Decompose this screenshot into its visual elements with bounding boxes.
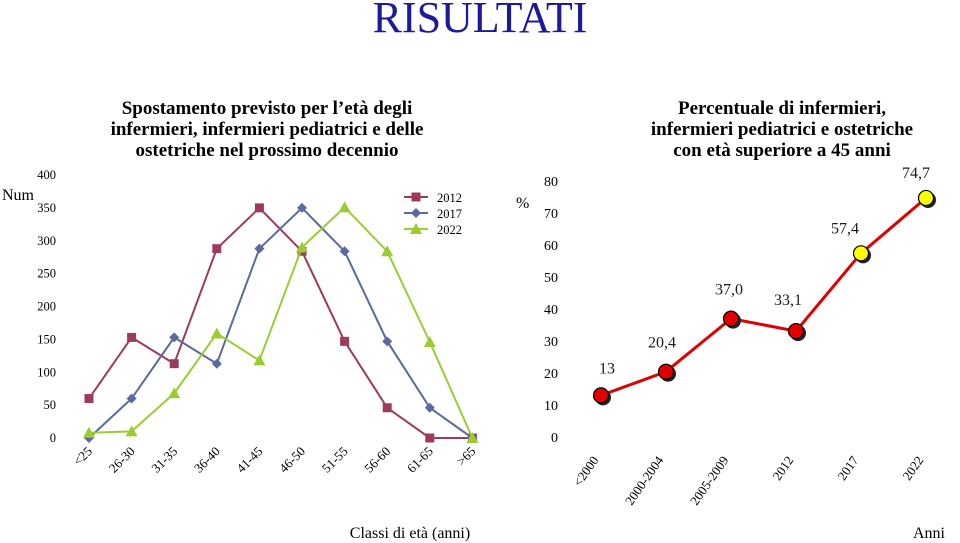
left-chart [2, 98, 479, 542]
data-point [789, 324, 804, 339]
right-x-category-label: 2022 [899, 453, 927, 484]
data-label: 33,1 [774, 292, 802, 310]
right-x-category-label: 2000-2004 [621, 453, 667, 508]
data-label: 37,0 [715, 281, 743, 299]
right-y-tick-label: 10 [544, 399, 558, 414]
series-line-2022 [89, 207, 472, 438]
data-point-2012 [255, 203, 264, 212]
data-point [854, 246, 869, 261]
percent-series-line [601, 198, 926, 395]
right-x-category-label: 2017 [834, 453, 862, 484]
right-x-category-label: 2005-2009 [686, 453, 732, 508]
data-point-2022 [253, 354, 265, 365]
data-point-2012 [127, 333, 136, 342]
data-point-2017 [382, 336, 392, 346]
right-y-tick-label: 60 [544, 239, 558, 254]
right-y-tick-label: 50 [544, 271, 558, 286]
series-2012 [85, 203, 477, 442]
left-y-tick-label: 0 [49, 431, 56, 445]
left-y-tick-label: 150 [37, 332, 56, 347]
left-y-tick-label: 100 [37, 365, 56, 380]
right-series [594, 165, 937, 405]
data-point-2012 [425, 434, 434, 443]
series-2022 [83, 201, 478, 443]
left-y-tick-label: 50 [43, 398, 56, 413]
left-x-category-label: <25 [70, 443, 96, 469]
left-x-category-label: 31-35 [148, 443, 181, 476]
series-line-2017 [89, 208, 472, 438]
right-x-categories [570, 453, 926, 508]
left-y-axis-label: Num [2, 187, 34, 204]
left-y-tick-label: 300 [37, 233, 56, 248]
left-x-category-label: 51-55 [318, 443, 351, 476]
left-y-tick-label: 350 [37, 200, 56, 215]
right-x-category-label: 2012 [769, 453, 797, 484]
data-label: 57,4 [831, 220, 859, 238]
right-y-tick-label: 70 [544, 207, 558, 222]
left-x-category-label: 46-50 [276, 443, 309, 476]
right-chart-title: Percentuale di infermieri, infermieri pediatrici e ostetriche con età superiore a 45 anni [650, 98, 914, 161]
data-point [594, 388, 609, 403]
left-chart-title: Spostamento previsto per l’età degli infermieri, infermieri pediatrici e delle ostetriche nel prossimo decennio [110, 98, 424, 161]
left-series [83, 201, 478, 443]
data-point-2012 [340, 337, 349, 346]
data-point [919, 190, 934, 205]
series-2017 [84, 203, 477, 443]
data-label: 20,4 [648, 334, 676, 352]
right-y-tick-label: 40 [544, 303, 558, 318]
data-point-2012 [212, 244, 221, 253]
legend-marker [411, 208, 421, 218]
left-x-category-label: 41-45 [233, 443, 266, 476]
data-point [724, 311, 739, 326]
data-point-2012 [383, 403, 392, 412]
right-y-tick-label: 80 [544, 175, 558, 190]
left-x-category-label: 26-30 [105, 443, 138, 476]
data-label: 13 [599, 360, 615, 378]
left-legend [404, 191, 462, 237]
left-x-categories [70, 444, 478, 476]
series-line-2012 [89, 208, 472, 438]
data-point-2012 [85, 394, 94, 403]
right-chart [516, 98, 946, 542]
left-y-tick-label: 200 [37, 299, 56, 314]
data-point-2022 [339, 201, 351, 212]
slide-title: RISULTATI [372, 0, 588, 42]
right-y-tick-label: 0 [551, 431, 558, 446]
left-x-category-label: 61-65 [403, 443, 436, 476]
legend-label: 2022 [437, 223, 462, 237]
data-label: 74,7 [902, 164, 930, 182]
right-y-tick-label: 30 [544, 335, 558, 350]
data-point-2022 [424, 336, 436, 347]
left-x-category-label: >65 [453, 443, 479, 469]
left-y-tick-label: 400 [37, 168, 56, 182]
right-x-category-label: <2000 [570, 453, 602, 490]
right-y-axis-label: % [516, 195, 530, 212]
legend-label: 2012 [437, 191, 462, 205]
data-point-2022 [211, 327, 223, 338]
left-y-tick-label: 250 [37, 266, 56, 281]
right-y-tick-label: 20 [544, 367, 558, 382]
right-x-axis-label: Anni [913, 525, 945, 542]
legend-label: 2017 [437, 207, 462, 221]
data-point-2017 [212, 359, 222, 369]
legend-marker [412, 193, 421, 202]
right-y-ticks [544, 175, 558, 446]
left-y-ticks [37, 168, 56, 445]
left-x-axis-label: Classi di età (anni) [349, 525, 471, 542]
left-x-category-label: 56-60 [361, 443, 394, 476]
data-point [659, 364, 674, 379]
left-x-category-label: 36-40 [190, 443, 223, 476]
data-point-2012 [170, 359, 179, 368]
